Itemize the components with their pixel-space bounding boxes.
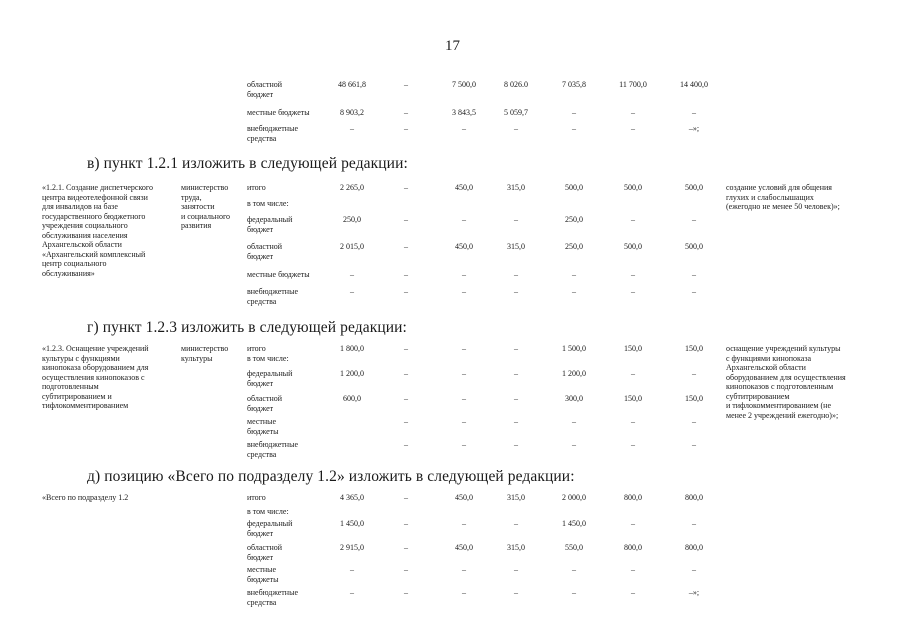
value-cell: –»;: [688, 588, 700, 597]
value-cell: –: [404, 183, 408, 192]
executor: министерство культуры: [181, 344, 229, 363]
value-cell: –: [572, 124, 576, 133]
row-label: областной бюджет: [247, 543, 283, 562]
value-cell: –: [350, 565, 354, 574]
value-cell: –: [404, 287, 408, 296]
row-label: внебюджетные средства: [247, 287, 298, 306]
row-label: внебюджетные средства: [247, 440, 298, 459]
value-cell: 1 200,0: [340, 369, 364, 378]
value-cell: –: [572, 440, 576, 449]
value-cell: 315,0: [507, 242, 525, 251]
value-cell: –: [514, 588, 518, 597]
row-label: итого: [247, 493, 266, 502]
row-label: итого: [247, 183, 266, 192]
value-cell: 150,0: [685, 344, 703, 353]
value-cell: –: [692, 108, 696, 117]
value-cell: 150,0: [685, 394, 703, 403]
value-cell: –: [692, 565, 696, 574]
value-cell: 48 661,8: [338, 80, 366, 89]
value-cell: –: [692, 417, 696, 426]
value-cell: –: [404, 493, 408, 502]
value-cell: –: [404, 369, 408, 378]
row-label: в том числе:: [247, 199, 289, 208]
value-cell: –: [404, 394, 408, 403]
value-cell: –: [631, 519, 635, 528]
value-cell: –: [404, 565, 408, 574]
value-cell: 2 015,0: [340, 242, 364, 251]
page-number: 17: [445, 38, 460, 54]
expected-result: оснащение учреждений культуры с функциями кинопоказа Архангельской области оборудованием для осуществления кинопоказов с подготовленным субтитрированием и тифлокомментированием (не менее 2 учреждений ежегодно)»;: [726, 344, 846, 420]
value-cell: 500,0: [685, 242, 703, 251]
value-cell: –: [404, 588, 408, 597]
value-cell: –: [462, 440, 466, 449]
value-cell: 500,0: [624, 242, 642, 251]
value-cell: 1 450,0: [562, 519, 586, 528]
value-cell: –: [462, 344, 466, 353]
value-cell: 300,0: [565, 394, 583, 403]
value-cell: –: [404, 215, 408, 224]
value-cell: –: [692, 270, 696, 279]
value-cell: 4 365,0: [340, 493, 364, 502]
value-cell: –: [404, 108, 408, 117]
value-cell: –: [350, 287, 354, 296]
executor: министерство труда, занятости и социального развития: [181, 183, 231, 230]
row-label: внебюджетные средства: [247, 588, 298, 607]
value-cell: –: [462, 394, 466, 403]
measure-description: «1.2.3. Оснащение учреждений культуры с функциями кинопоказа оборудованием для осуществления кинопоказов с подготовленным субтитрированием и тифлокомментированием: [42, 344, 149, 410]
row-label: областной бюджет: [247, 242, 283, 261]
value-cell: –: [514, 417, 518, 426]
value-cell: 250,0: [565, 215, 583, 224]
value-cell: –: [514, 440, 518, 449]
value-cell: 800,0: [685, 493, 703, 502]
row-label: местные бюджеты: [247, 565, 279, 584]
value-cell: –: [514, 124, 518, 133]
value-cell: 14 400,0: [680, 80, 708, 89]
value-cell: 600,0: [343, 394, 361, 403]
value-cell: 5 059,7: [504, 108, 528, 117]
value-cell: 7 500,0: [452, 80, 476, 89]
value-cell: –: [462, 565, 466, 574]
value-cell: –: [631, 124, 635, 133]
value-cell: 8 903,2: [340, 108, 364, 117]
row-label: федеральный бюджет: [247, 215, 293, 234]
value-cell: –: [350, 124, 354, 133]
value-cell: –: [631, 417, 635, 426]
value-cell: –: [404, 440, 408, 449]
row-label: областной бюджет: [247, 394, 283, 413]
row-label: федеральный бюджет: [247, 369, 293, 388]
value-cell: –: [404, 519, 408, 528]
value-cell: 500,0: [685, 183, 703, 192]
value-cell: –: [631, 287, 635, 296]
value-cell: –: [692, 215, 696, 224]
value-cell: 1 200,0: [562, 369, 586, 378]
value-cell: 7 035,8: [562, 80, 586, 89]
value-cell: 1 800,0: [340, 344, 364, 353]
section-heading-d: д) позицию «Всего по подразделу 1.2» изложить в следующей редакции:: [87, 468, 575, 485]
value-cell: 450,0: [455, 242, 473, 251]
value-cell: 450,0: [455, 183, 473, 192]
row-label: в том числе:: [247, 507, 289, 516]
value-cell: 500,0: [565, 183, 583, 192]
value-cell: –: [404, 270, 408, 279]
value-cell: 800,0: [624, 493, 642, 502]
value-cell: –: [692, 440, 696, 449]
value-cell: –: [572, 270, 576, 279]
expected-result: создание условий для общения глухих и слабослышащих (ежегодно не менее 50 человек)»;: [726, 183, 840, 211]
value-cell: 3 843,5: [452, 108, 476, 117]
value-cell: 150,0: [624, 344, 642, 353]
value-cell: –: [350, 588, 354, 597]
value-cell: –: [572, 588, 576, 597]
value-cell: 250,0: [565, 242, 583, 251]
value-cell: 2 000,0: [562, 493, 586, 502]
value-cell: –: [462, 270, 466, 279]
value-cell: –: [404, 124, 408, 133]
value-cell: –: [462, 215, 466, 224]
value-cell: –: [631, 215, 635, 224]
value-cell: 1 450,0: [340, 519, 364, 528]
value-cell: –: [514, 270, 518, 279]
value-cell: 2 915,0: [340, 543, 364, 552]
measure-description: «Всего по подразделу 1.2: [42, 493, 129, 502]
value-cell: –: [631, 270, 635, 279]
value-cell: –»;: [688, 124, 700, 133]
value-cell: 315,0: [507, 543, 525, 552]
row-label: местные бюджеты: [247, 417, 279, 436]
value-cell: 150,0: [624, 394, 642, 403]
value-cell: 250,0: [343, 215, 361, 224]
measure-description: «1.2.1. Создание диспетчерского центра видеотелефонной связи для инвалидов на базе государственного бюджетного учреждения социального обслуживания населения Архангельской области «Архангельский комплексный центр социального обслуживания»: [42, 183, 154, 278]
row-label: федеральный бюджет: [247, 519, 293, 538]
row-label: областной бюджет: [247, 80, 283, 99]
value-cell: 11 700,0: [619, 80, 647, 89]
value-cell: –: [514, 215, 518, 224]
value-cell: –: [404, 417, 408, 426]
value-cell: –: [514, 519, 518, 528]
value-cell: –: [462, 287, 466, 296]
value-cell: –: [572, 417, 576, 426]
value-cell: 550,0: [565, 543, 583, 552]
value-cell: 800,0: [624, 543, 642, 552]
value-cell: –: [572, 565, 576, 574]
value-cell: –: [514, 344, 518, 353]
value-cell: –: [692, 369, 696, 378]
row-label: итого в том числе:: [247, 344, 289, 363]
value-cell: –: [631, 369, 635, 378]
section-heading-v: в) пункт 1.2.1 изложить в следующей редакции:: [87, 155, 408, 172]
value-cell: –: [514, 565, 518, 574]
value-cell: –: [692, 519, 696, 528]
row-label: внебюджетные средства: [247, 124, 298, 143]
value-cell: –: [404, 242, 408, 251]
value-cell: –: [631, 108, 635, 117]
value-cell: –: [462, 369, 466, 378]
value-cell: 450,0: [455, 493, 473, 502]
value-cell: –: [462, 124, 466, 133]
value-cell: 450,0: [455, 543, 473, 552]
row-label: местные бюджеты: [247, 108, 310, 117]
value-cell: –: [631, 565, 635, 574]
value-cell: –: [404, 543, 408, 552]
value-cell: –: [462, 588, 466, 597]
value-cell: 500,0: [624, 183, 642, 192]
value-cell: 315,0: [507, 493, 525, 502]
value-cell: –: [514, 394, 518, 403]
section-heading-g: г) пункт 1.2.3 изложить в следующей редакции:: [87, 319, 407, 336]
value-cell: –: [404, 80, 408, 89]
value-cell: 800,0: [685, 543, 703, 552]
value-cell: –: [404, 344, 408, 353]
value-cell: –: [692, 287, 696, 296]
value-cell: 8 026.0: [504, 80, 528, 89]
value-cell: –: [572, 287, 576, 296]
value-cell: –: [631, 440, 635, 449]
value-cell: –: [514, 287, 518, 296]
value-cell: 2 265,0: [340, 183, 364, 192]
value-cell: 1 500,0: [562, 344, 586, 353]
value-cell: 315,0: [507, 183, 525, 192]
value-cell: –: [462, 417, 466, 426]
row-label: местные бюджеты: [247, 270, 310, 279]
value-cell: –: [572, 108, 576, 117]
value-cell: –: [350, 270, 354, 279]
value-cell: –: [631, 588, 635, 597]
value-cell: –: [462, 519, 466, 528]
value-cell: –: [514, 369, 518, 378]
